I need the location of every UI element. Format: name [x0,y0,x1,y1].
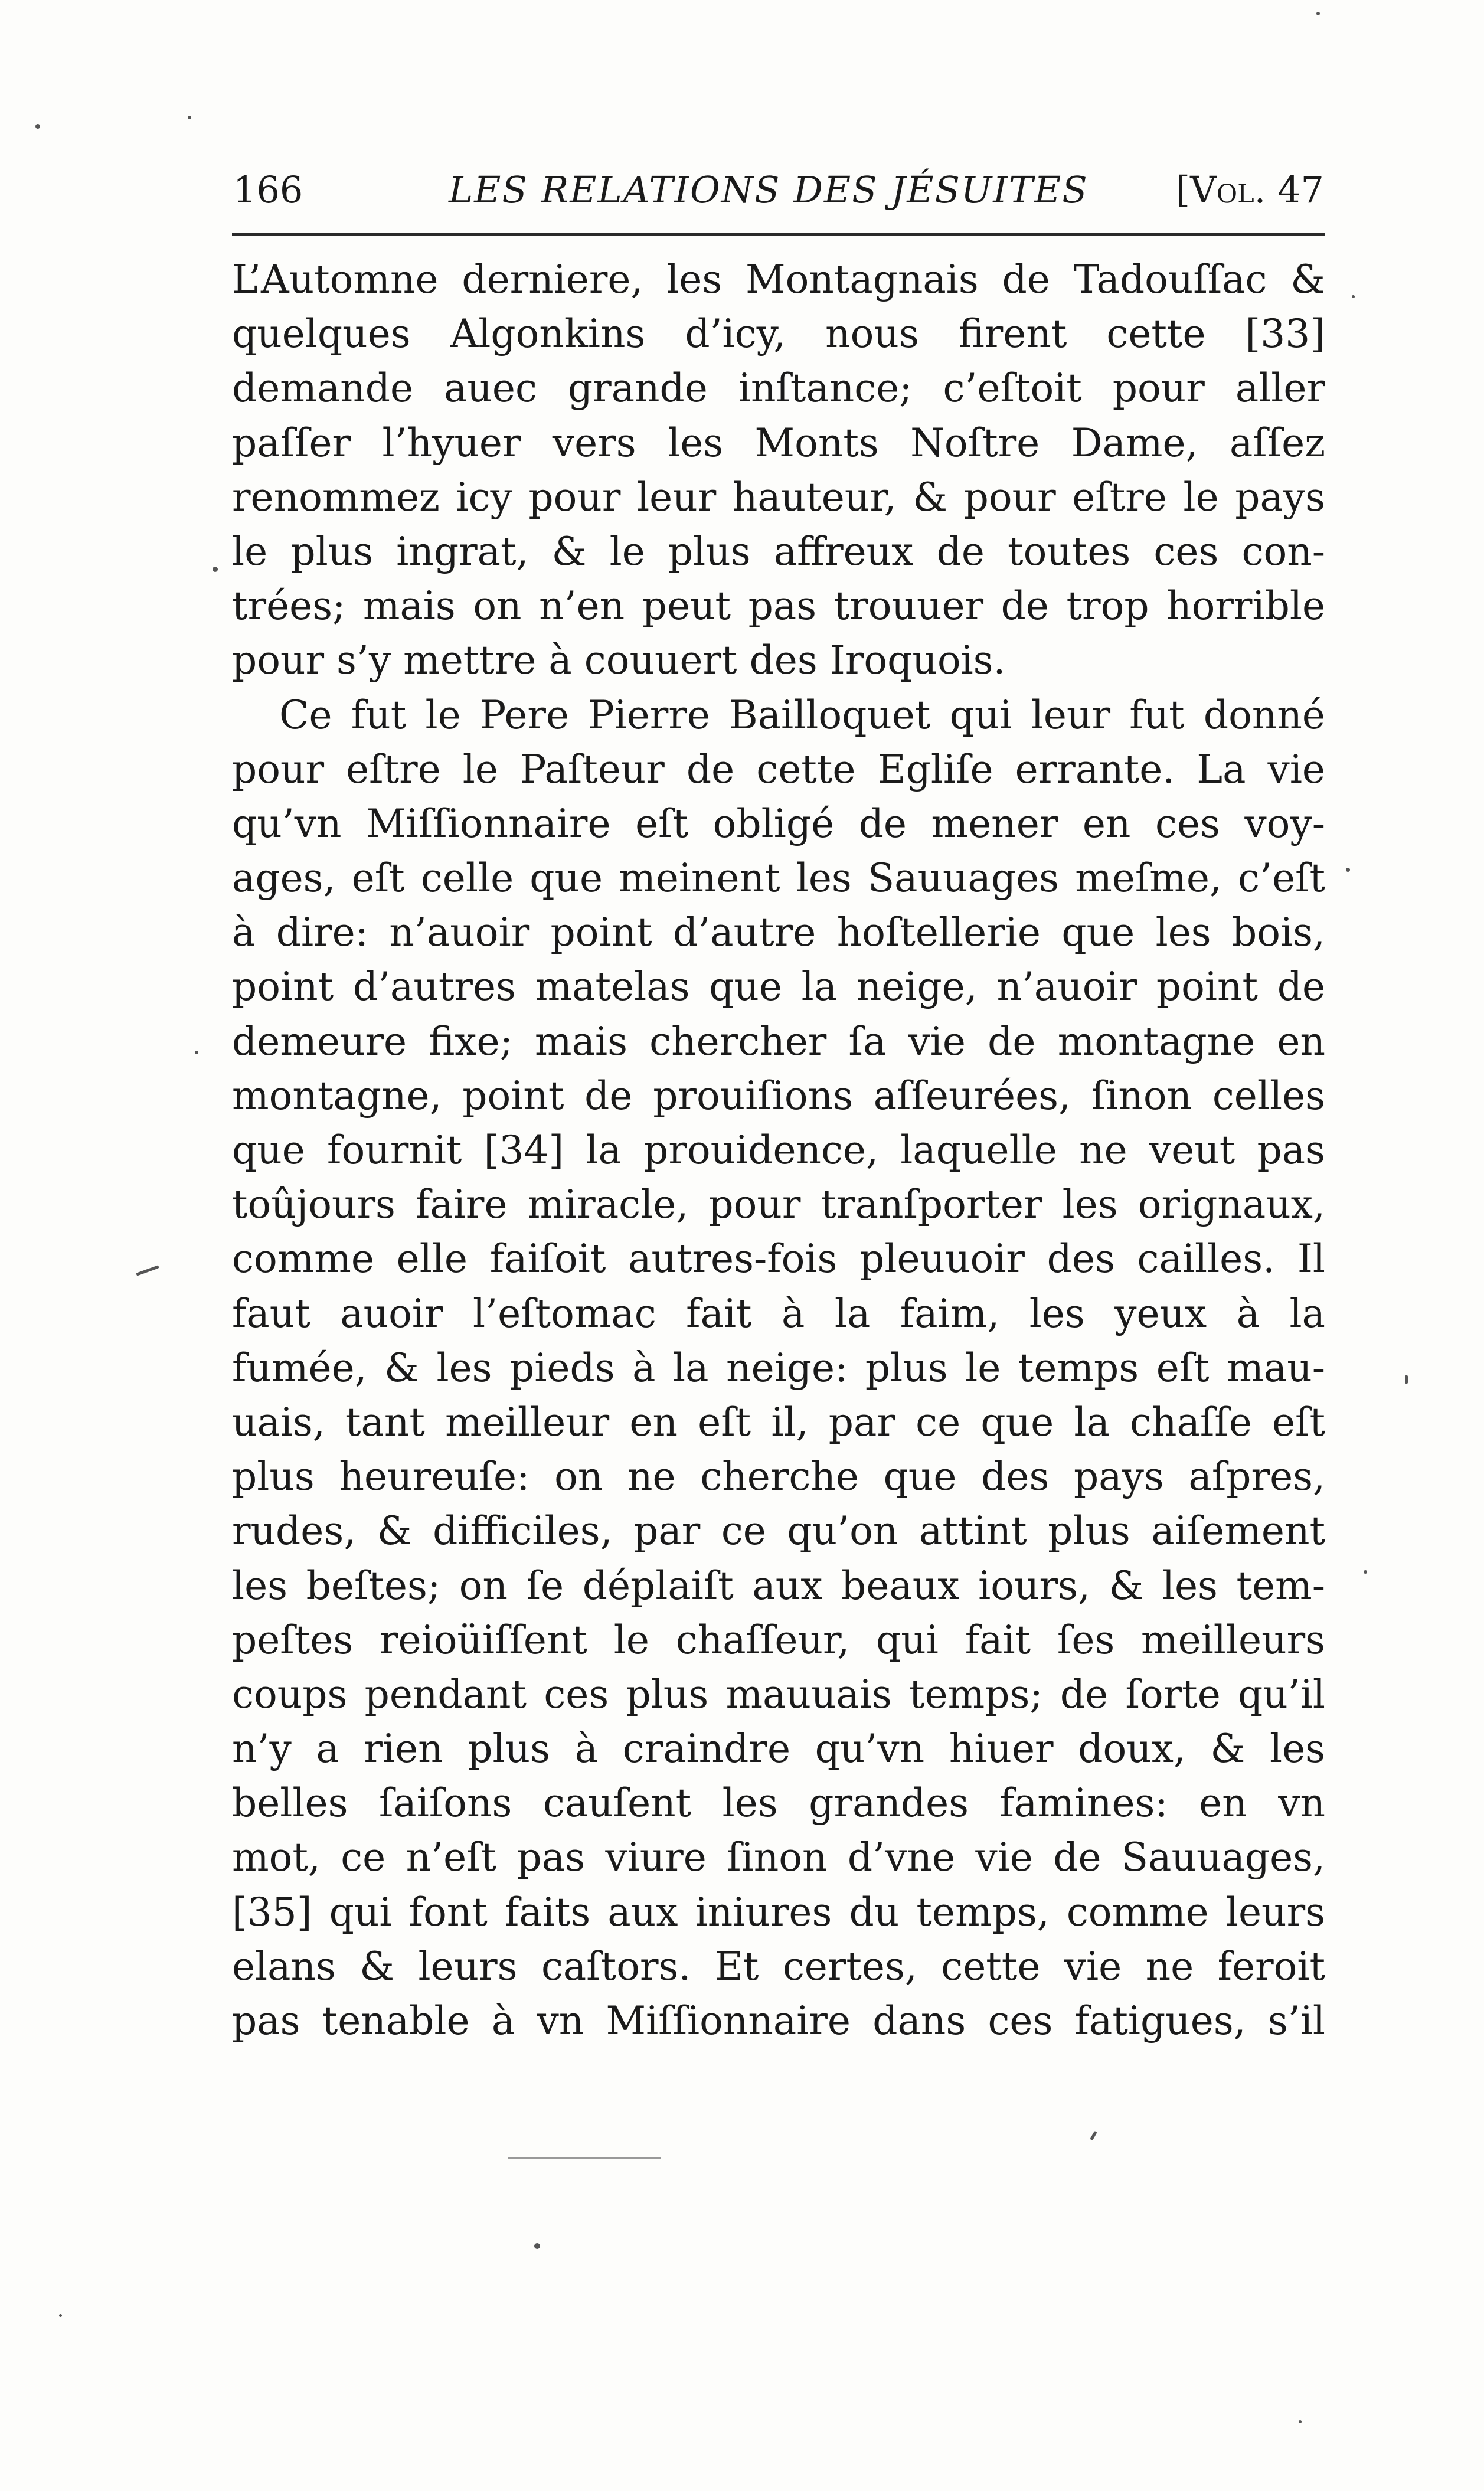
header-rule [232,233,1325,236]
scan-speck [195,1051,198,1054]
page-number: 166 [233,168,303,211]
text-line: L’Automne derniere, les Montagnais de Tadouſſac & [232,257,1325,302]
volume-label: [Vol. 47 [1175,168,1324,211]
text-line: plus heureuſe: on ne cherche que des pays aſpres, [232,1454,1325,1500]
text-line: coups pendant ces plus mauuais temps; de ſorte qu’il [232,1671,1325,1717]
text-line: peſtes reioüiſſent le chaſſeur, qui fait ſes meilleurs [232,1617,1325,1663]
scan-speck [1346,868,1350,872]
text-line: comme elle faiſoit autres-fois pleuuoir des cailles. Il [232,1236,1325,1282]
text-line: pour s’y mettre à couuert des Iroquois. [232,638,1006,684]
scan-speck [1090,2131,1097,2140]
text-line: fumée, & les pieds à la neige: plus le temps eſt mau- [232,1345,1325,1391]
scan-speck [136,1265,159,1276]
text-line: montagne, point de prouiſions aſſeurées, ſinon celles [232,1073,1325,1119]
scan-speck [188,116,191,119]
text-line: demande auec grande inſtance; c’eſtoit pour aller [232,365,1325,411]
text-line: demeure fixe; mais chercher ſa vie de montagne en [232,1018,1325,1064]
text-line: le plus ingrat, & le plus affreux de toutes ces con- [232,528,1325,574]
text-line: pour eſtre le Paſteur de cette Egliſe errante. La vie [232,746,1325,792]
text-line: mot, ce n’eſt pas viure ſinon d’vne vie de Sauuages, [232,1835,1325,1881]
text-line: faut auoir l’eſtomac fait à la faim, les yeux à la [232,1290,1325,1336]
text-line: toûjours faire miracle, pour tranſporter les orignaux, [232,1182,1325,1228]
text-line: uais, tant meilleur en eſt il, par ce que la chaſſe eſt [232,1399,1325,1445]
text-line: qu’vn Miſſionnaire eſt obligé de mener en ces voy- [232,800,1325,846]
text-line: rudes, & difficiles, par ce qu’on attint plus aiſement [232,1508,1325,1554]
body-text [232,253,1325,2048]
scan-speck [1316,12,1320,15]
text-line: [35] qui font faits aux iniures du temps, comme leurs [232,1889,1325,1935]
running-header [233,166,1324,214]
scan-speck [213,567,218,572]
text-line: les beſtes; on ſe déplaiſt aux beaux iours, & les tem- [232,1562,1325,1609]
text-line: belles ſaiſons cauſent les grandes famines: en vn [232,1780,1325,1826]
text-line: n’y a rien plus à craindre qu’vn hiuer doux, & les [232,1726,1325,1772]
scan-speck [534,2243,540,2249]
scan-speck [1352,295,1355,298]
text-line: point d’autres matelas que la neige, n’auoir point de [232,964,1325,1010]
text-line: que fournit [34] la prouidence, laquelle ne veut pas [232,1127,1325,1173]
text-line: elans & leurs caſtors. Et certes, cette vie ne feroit [232,1943,1325,1989]
text-line: ages, eſt celle que meinent les Sauuages meſme, c’eſt [232,855,1325,901]
running-title: LES RELATIONS DES JÉSUITES [449,168,1089,211]
text-line: paſſer l’hyuer vers les Monts Noſtre Dame, aſſez [232,420,1325,466]
text-line: renommez icy pour leur hauteur, & pour eſtre le pays [232,474,1325,520]
text-line: trées; mais on n’en peut pas trouuer de trop horrible [232,583,1325,629]
scan-speck [508,2157,661,2159]
scan-speck [59,2314,62,2317]
scan-speck [35,124,40,129]
text-line: pas tenable à vn Miſſionnaire dans ces fatigues, s’il [232,1998,1325,2044]
scan-speck [1405,1375,1408,1384]
text-line: à dire: n’auoir point d’autre hoſtellerie que les bois, [232,910,1325,956]
scan-speck [1299,2420,1302,2423]
text-line: Ce fut le Pere Pierre Bailloquet qui leur fut donné [279,692,1325,738]
scan-speck [1364,1570,1367,1574]
text-line: quelques Algonkins d’icy, nous firent cette [33] [232,311,1325,357]
